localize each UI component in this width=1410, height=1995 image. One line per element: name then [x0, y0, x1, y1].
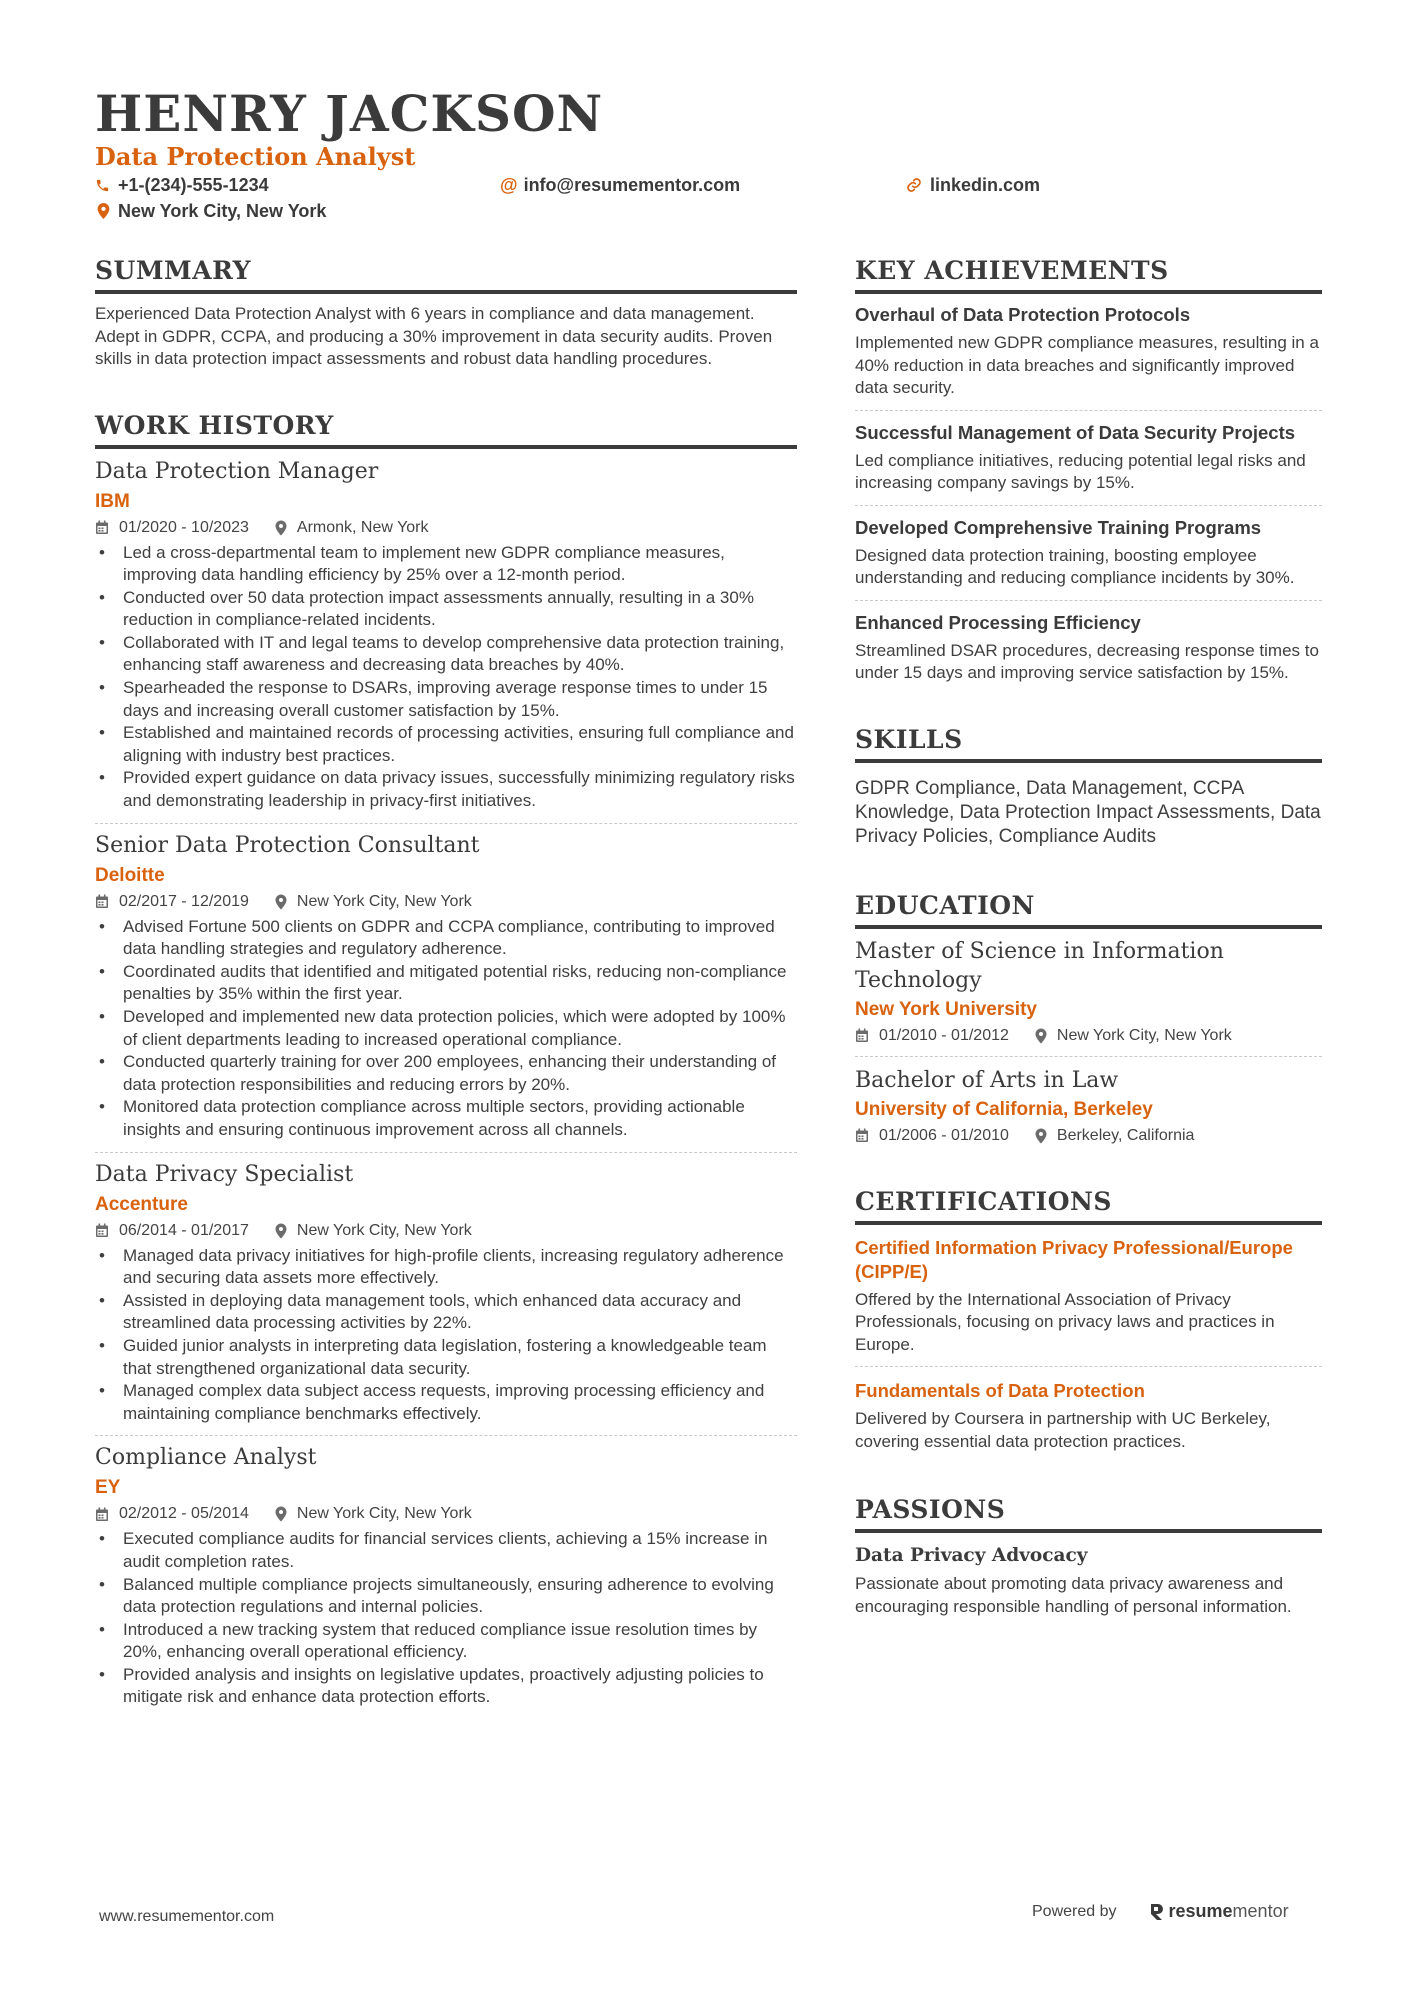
job-title: Senior Data Protection Consultant: [95, 832, 480, 858]
education-dates-text: 01/2010 - 01/2012: [879, 1026, 1009, 1044]
calendar-icon: [855, 1028, 869, 1043]
job-location: [275, 1503, 472, 1525]
divider: [855, 1366, 1322, 1367]
footer-powered-by: [1032, 1901, 1289, 1922]
brand-logo[interactable]: [1149, 1901, 1289, 1922]
achievement-title: Overhaul of Data Protection Protocols: [855, 304, 1191, 325]
certifications-section: [855, 1187, 1322, 1454]
linkedin-text[interactable]: linkedin.com: [930, 175, 1041, 195]
education-heading: EDUCATION: [855, 891, 1322, 929]
job-bullet: • Developed and implemented new data protection policies, which were adopted by 100% of client departments leading to increased operational compliance.: [95, 1006, 797, 1051]
job-location-text: New York City, New York: [296, 1505, 472, 1523]
summary-heading: SUMMARY: [95, 256, 797, 294]
certification-text: Delivered by Coursera in partnership with UC Berkeley, covering essential data protection practices.: [855, 1409, 1271, 1451]
job-meta: [95, 517, 797, 539]
footer-website[interactable]: www.resumementor.com: [99, 1908, 275, 1925]
work-history-section: [95, 411, 797, 1710]
job-bullet: • Conducted over 50 data protection impact assessments annually, resulting in a 30% reduction in compliance-related incidents.: [95, 587, 797, 632]
calendar-icon: [95, 894, 109, 909]
job-bullet: • Executed compliance audits for financial services clients, achieving a 15% increase in audit completion rates.: [95, 1528, 797, 1573]
summary-text: Experienced Data Protection Analyst with 6 years in compliance and data management. Adept in GDPR, CCPA, and producing a 30% improvement in data security audits. Proven skills in data protection impact assessments and robust data handling procedures.: [95, 304, 773, 368]
linkedin-contact[interactable]: [906, 173, 1040, 197]
job-dates-text: 02/2012 - 05/2014: [119, 1505, 249, 1523]
job-company: Accenture: [95, 1193, 188, 1215]
job-title: Data Privacy Specialist: [95, 1161, 354, 1187]
candidate-name: HENRY JACKSON: [95, 84, 604, 143]
education-location-text: Berkeley, California: [1056, 1126, 1195, 1144]
job-bullet: • Monitored data protection compliance across multiple sectors, providing actionable insights and ensuring continuous improvement across all channels.: [95, 1096, 797, 1141]
education-item: [855, 1066, 1322, 1147]
job-company: IBM: [95, 490, 130, 512]
email-contact[interactable]: [500, 173, 740, 197]
job-dates: [95, 1220, 249, 1242]
powered-by-text: Powered by: [1032, 1902, 1117, 1920]
job-company: EY: [95, 1477, 121, 1499]
achievement-text: Led compliance initiatives, reducing potential legal risks and increasing company savings by 15%.: [855, 450, 1306, 492]
location-pin-icon: [275, 1506, 287, 1522]
divider: [855, 410, 1322, 411]
job-bullet: • Led a cross-departmental team to implement new GDPR compliance measures, improving data handling efficiency by 25% over a 12-month period.: [95, 542, 797, 587]
education-dates: [855, 1125, 1009, 1147]
education-location: [1035, 1025, 1232, 1047]
brand-text-a: resume: [1168, 1901, 1233, 1921]
education-degree: Bachelor of Arts in Law: [855, 1067, 1119, 1093]
left-column: [95, 256, 797, 1709]
calendar-icon: [855, 1128, 869, 1143]
job-bullet: • Established and maintained records of processing activities, ensuring full compliance and aligning with industry best practices.: [95, 722, 797, 767]
achievement-item: [855, 611, 1322, 685]
resumementor-logo-icon: [1149, 1902, 1165, 1922]
education-dates: [855, 1025, 1009, 1047]
job-bullet: • Guided junior analysts in interpreting data legislation, fostering a knowledgeable team that strengthened organizational data security.: [95, 1335, 797, 1380]
candidate-role: Data Protection Analyst: [95, 142, 416, 171]
certification-item: [855, 1379, 1322, 1453]
job-dates: [95, 1503, 249, 1525]
location-pin-icon: [1035, 1128, 1047, 1144]
job-entry: [95, 1443, 797, 1709]
achievement-item: [855, 421, 1322, 495]
divider: [95, 1435, 797, 1436]
job-bullets: [95, 916, 797, 1142]
achievements-heading: KEY ACHIEVEMENTS: [855, 256, 1322, 294]
job-bullet: • Conducted quarterly training for over 200 employees, enhancing their understanding of data protection responsibilities and reducing errors by 20%.: [95, 1051, 797, 1096]
email-text[interactable]: info@resumementor.com: [523, 175, 741, 195]
education-location-text: New York City, New York: [1056, 1026, 1232, 1044]
education-school: University of California, Berkeley: [855, 1098, 1153, 1120]
location-text: New York City, New York: [118, 201, 327, 221]
job-entry: [95, 1160, 797, 1426]
job-title: Data Protection Manager: [95, 458, 379, 484]
certification-title: Certified Information Privacy Professional/Europe (CIPP/E): [855, 1236, 1293, 1282]
job-entry: [95, 831, 797, 1142]
divider: [95, 823, 797, 824]
location-pin-icon: [97, 203, 110, 219]
achievement-text: Streamlined DSAR procedures, decreasing response times to under 15 days and improving service satisfaction by 15%.: [855, 640, 1319, 682]
certifications-heading: CERTIFICATIONS: [855, 1187, 1322, 1225]
passion-item: [855, 1544, 1322, 1618]
education-meta: [855, 1125, 1322, 1147]
job-bullets: [95, 542, 797, 813]
brand-text-b: mentor: [1232, 1901, 1289, 1921]
calendar-icon: [95, 1507, 109, 1522]
phone-contact: [95, 173, 269, 197]
job-bullet: • Managed data privacy initiatives for high-profile clients, increasing regulatory adherence and securing data assets more effectively.: [95, 1245, 797, 1290]
at-icon: @: [500, 175, 518, 195]
passion-title: Data Privacy Advocacy: [855, 1545, 1088, 1566]
divider: [95, 1152, 797, 1153]
job-meta: [95, 1503, 797, 1525]
job-meta: [95, 891, 797, 913]
job-meta: [95, 1220, 797, 1242]
certification-item: [855, 1236, 1322, 1357]
achievement-item: [855, 303, 1322, 400]
calendar-icon: [95, 520, 109, 535]
education-section: [855, 891, 1322, 1147]
job-bullet: • Coordinated audits that identified and mitigated potential risks, reducing non-compliance penalties by 35% within the first year.: [95, 961, 797, 1006]
achievement-title: Developed Comprehensive Training Programs: [855, 516, 1262, 538]
achievement-item: [855, 516, 1322, 590]
job-bullet: • Collaborated with IT and legal teams to develop comprehensive data protection training, enhancing staff awareness and decreasing data breaches by 40%.: [95, 632, 797, 677]
skills-text: GDPR Compliance, Data Management, CCPA Knowledge, Data Protection Impact Assessments, Data Privacy Policies, Compliance Audits: [855, 777, 1321, 847]
calendar-icon: [95, 1223, 109, 1238]
passion-text: Passionate about promoting data privacy awareness and encouraging responsible handling of personal information.: [855, 1574, 1292, 1616]
job-location: [275, 891, 472, 913]
location-pin-icon: [275, 520, 287, 536]
skills-heading: SKILLS: [855, 725, 1322, 763]
work-history-heading: WORK HISTORY: [95, 411, 797, 449]
right-column: [855, 256, 1322, 1618]
job-dates-text: 01/2020 - 10/2023: [119, 518, 249, 536]
job-bullet: • Assisted in deploying data management tools, which enhanced data accuracy and streamlined data processing activities by 22%.: [95, 1290, 797, 1335]
job-bullet: • Introduced a new tracking system that reduced compliance issue resolution times by 20%, enhancing overall operational efficiency.: [95, 1619, 797, 1664]
job-bullets: [95, 1528, 797, 1709]
passions-heading: PASSIONS: [855, 1495, 1322, 1533]
job-dates-text: 02/2017 - 12/2019: [119, 892, 249, 910]
job-bullet: • Spearheaded the response to DSARs, improving average response times to under 15 days and increasing overall customer satisfaction by 15%.: [95, 677, 797, 722]
achievements-section: [855, 256, 1322, 685]
achievement-title: Successful Management of Data Security Projects: [855, 421, 1296, 443]
divider: [855, 1056, 1322, 1057]
job-company: Deloitte: [95, 864, 165, 886]
job-bullets: [95, 1245, 797, 1426]
education-school: New York University: [855, 998, 1037, 1020]
passions-section: [855, 1495, 1322, 1618]
education-meta: [855, 1025, 1322, 1047]
education-degree: Master of Science in Information Technology: [855, 938, 1224, 993]
job-bullet: • Advised Fortune 500 clients on GDPR and CCPA compliance, contributing to improved data handling strategies and regulatory adherence.: [95, 916, 797, 961]
job-bullet: • Managed complex data subject access requests, improving processing efficiency and maintaining compliance benchmarks effectively.: [95, 1380, 797, 1425]
phone-icon: [95, 178, 110, 193]
job-dates-text: 06/2014 - 01/2017: [119, 1221, 249, 1239]
certification-text: Offered by the International Association of Privacy Professionals, focusing on privacy laws and practices in Europe.: [855, 1289, 1275, 1354]
location-pin-icon: [275, 894, 287, 910]
divider: [855, 505, 1322, 506]
summary-section: [95, 256, 797, 371]
job-dates: [95, 517, 249, 539]
job-location: [275, 517, 429, 539]
job-bullet: • Balanced multiple compliance projects simultaneously, ensuring adherence to evolving data protection regulations and internal policies.: [95, 1574, 797, 1619]
location-contact: [97, 199, 326, 223]
location-pin-icon: [1035, 1028, 1047, 1044]
job-location: [275, 1220, 472, 1242]
phone-text: +1-(234)-555-1234: [118, 175, 269, 195]
job-bullet: • Provided expert guidance on data privacy issues, successfully minimizing regulatory risks and demonstrating leadership in privacy-first initiatives.: [95, 767, 797, 812]
job-bullet: • Provided analysis and insights on legislative updates, proactively adjusting policies to mitigate risk and enhance data protection efforts.: [95, 1664, 797, 1709]
job-location-text: New York City, New York: [296, 1221, 472, 1239]
job-location-text: Armonk, New York: [296, 518, 429, 536]
achievement-text: Implemented new GDPR compliance measures, resulting in a 40% reduction in data breaches and significantly improved data security.: [855, 333, 1319, 397]
education-item: [855, 937, 1322, 1047]
job-title: Compliance Analyst: [95, 1445, 317, 1471]
job-entry: [95, 457, 797, 813]
location-pin-icon: [275, 1223, 287, 1239]
job-dates: [95, 891, 249, 913]
certification-title: Fundamentals of Data Protection: [855, 1380, 1145, 1401]
education-dates-text: 01/2006 - 01/2010: [879, 1126, 1009, 1144]
job-location-text: New York City, New York: [296, 892, 472, 910]
skills-section: [855, 725, 1322, 849]
achievement-title: Enhanced Processing Efficiency: [855, 611, 1141, 633]
education-location: [1035, 1125, 1195, 1147]
achievement-text: Designed data protection training, boosting employee understanding and reducing compliance incidents by 30%.: [855, 545, 1295, 587]
divider: [855, 600, 1322, 601]
link-icon: [906, 177, 922, 193]
